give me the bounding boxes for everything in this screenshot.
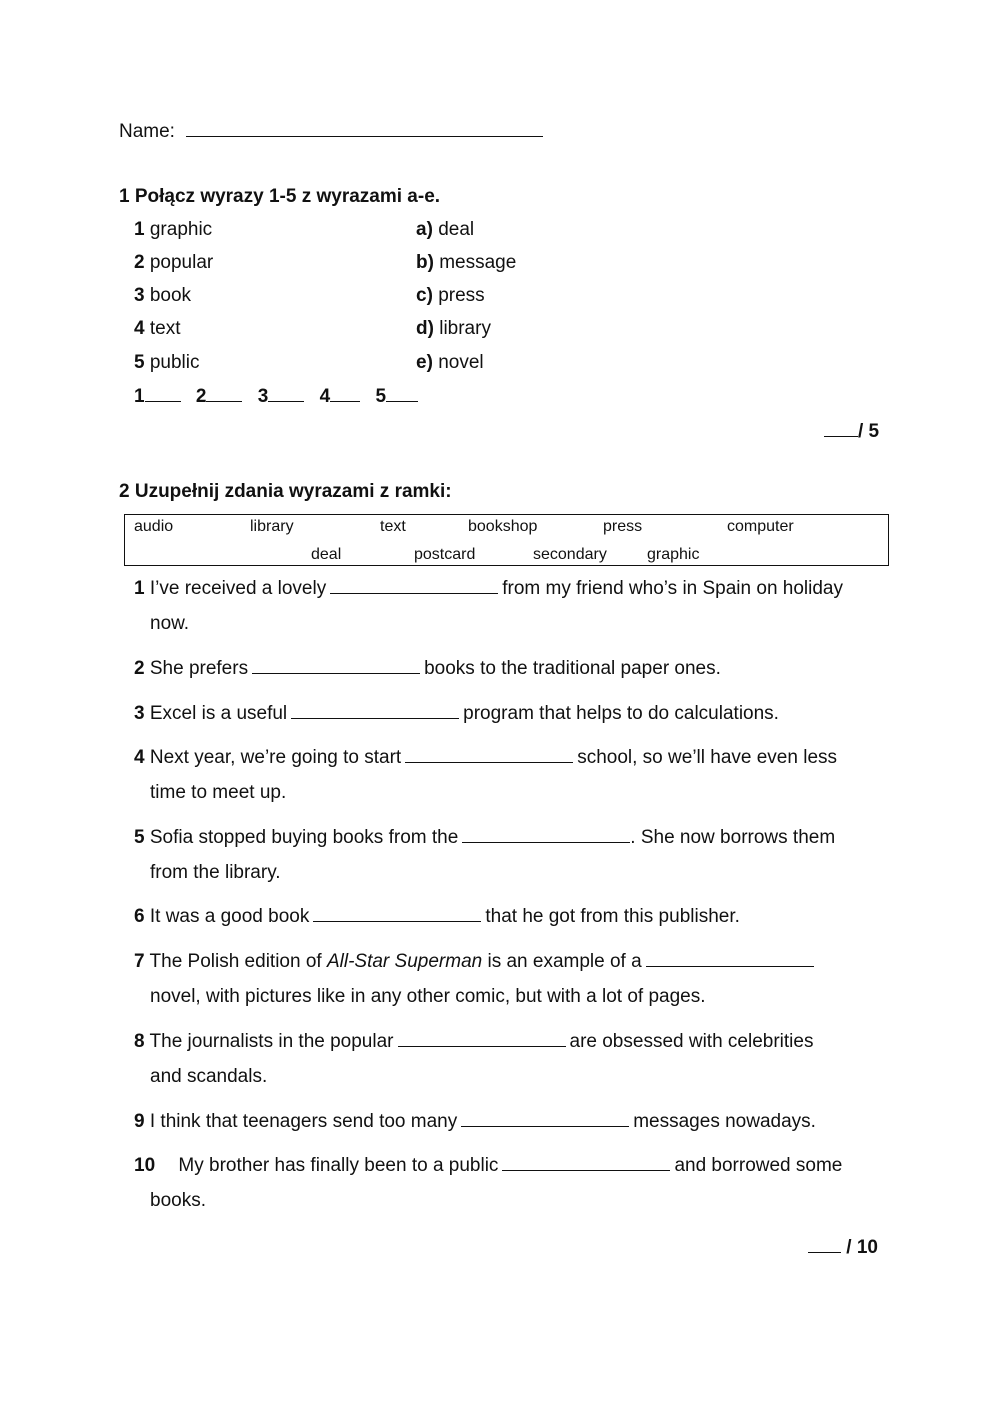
sentence-text: It was a good book: [149, 906, 310, 927]
ex1-right-item: [416, 285, 485, 307]
sentence-text: is an example of a: [487, 951, 642, 972]
item-number: 4: [134, 318, 145, 339]
box-word: audio: [134, 518, 174, 535]
sentence-number: 6: [134, 906, 145, 927]
name-input-line[interactable]: [186, 118, 543, 137]
box-word: deal: [311, 546, 342, 563]
answer-number: 1: [134, 386, 145, 407]
name-label: Name:: [119, 121, 175, 142]
item-word: text: [149, 318, 181, 339]
ex1-right-item: [416, 219, 474, 241]
sentence-text: I think that teenagers send too many: [149, 1111, 458, 1132]
item-word: library: [439, 318, 491, 339]
sentence-text: Sofia stopped buying books from the: [149, 827, 459, 848]
sentence-item: [134, 571, 894, 641]
ex1-score: [824, 420, 879, 443]
item-letter: d): [416, 318, 434, 339]
answer-blank[interactable]: [386, 385, 418, 402]
sentence-italic-title: All-Star Superman: [326, 951, 483, 972]
sentence-blank[interactable]: [646, 950, 814, 967]
sentence-number: 7: [134, 951, 145, 972]
sentence-number: 8: [134, 1031, 145, 1052]
box-word: text: [380, 518, 406, 535]
score-blank[interactable]: [808, 1236, 841, 1253]
item-word: press: [438, 285, 485, 306]
sentence-blank[interactable]: [502, 1154, 670, 1171]
item-word: graphic: [149, 219, 213, 240]
sentence-number: 2: [134, 658, 145, 679]
exercise-2-title: 2 Uzupełnij zdania wyrazami z ramki:: [119, 481, 452, 502]
sentence-item: [134, 651, 894, 686]
sentence-continuation: time to meet up.: [150, 782, 287, 803]
box-word: secondary: [533, 546, 607, 563]
item-number: 3: [134, 285, 145, 306]
ex1-left-item: [134, 252, 213, 274]
item-word: deal: [438, 219, 475, 240]
sentence-text: She prefers: [149, 658, 249, 679]
box-word: press: [603, 518, 643, 535]
sentence-text: program that helps to do calculations.: [463, 703, 779, 724]
answer-number: 5: [375, 386, 387, 407]
ex1-left-item: [134, 318, 180, 340]
sentence-text: that he got from this publisher.: [485, 906, 740, 927]
answer-blank[interactable]: [206, 385, 242, 402]
ex1-right-item: [416, 352, 484, 374]
item-word: public: [149, 352, 200, 373]
sentence-text: are obsessed with celebrities: [569, 1031, 814, 1052]
score-blank[interactable]: [824, 420, 858, 437]
score-total: / 5: [858, 421, 880, 442]
answer-number: 2: [195, 386, 207, 407]
sentence-text: school, so we’ll have even less: [577, 747, 838, 768]
ex1-right-item: [416, 252, 516, 274]
sentence-item: [134, 1024, 894, 1094]
sentence-blank[interactable]: [291, 702, 459, 719]
item-letter: a): [416, 219, 433, 240]
sentence-text: Next year, we’re going to start: [149, 747, 402, 768]
ex2-score: [808, 1236, 878, 1259]
sentence-text: and borrowed some: [674, 1155, 843, 1176]
sentence-continuation: and scandals.: [150, 1066, 268, 1087]
answer-number: 4: [319, 386, 331, 407]
answer-number: 3: [257, 386, 269, 407]
sentence-text: Excel is a useful: [149, 703, 288, 724]
sentence-text: My brother has finally been to a public: [178, 1155, 499, 1176]
sentence-item: [134, 740, 894, 810]
ex1-left-item: [134, 285, 191, 307]
item-number: 2: [134, 252, 145, 273]
sentence-text: from my friend who’s in Spain on holiday: [502, 578, 844, 599]
sentence-number: 3: [134, 703, 145, 724]
item-word: popular: [149, 252, 214, 273]
sentence-number: 10: [134, 1155, 156, 1176]
name-row: [119, 118, 543, 143]
item-number: 1: [134, 219, 145, 240]
sentence-text: The Polish edition of: [149, 951, 322, 972]
sentence-blank[interactable]: [252, 657, 420, 674]
sentence-number: 1: [134, 578, 145, 599]
sentence-number: 5: [134, 827, 145, 848]
answer-blank[interactable]: [268, 385, 304, 402]
sentence-continuation: novel, with pictures like in any other comic, but with a lot of pages.: [150, 986, 706, 1007]
item-letter: e): [416, 352, 433, 373]
sentence-item: [134, 944, 894, 1014]
sentence-item: [134, 696, 894, 731]
sentence-text: books to the traditional paper ones.: [424, 658, 721, 679]
item-letter: b): [416, 252, 434, 273]
sentence-item: [134, 899, 894, 934]
ex1-answer-row: [134, 385, 418, 408]
ex1-right-item: [416, 318, 491, 340]
ex1-left-item: [134, 219, 212, 241]
box-word: library: [250, 518, 294, 535]
sentence-blank[interactable]: [330, 577, 498, 594]
sentence-number: 9: [134, 1111, 145, 1132]
sentence-blank[interactable]: [462, 826, 630, 843]
ex1-left-item: [134, 352, 200, 374]
score-total: / 10: [846, 1237, 878, 1258]
sentence-text: messages nowadays.: [633, 1111, 816, 1132]
sentence-continuation: books.: [150, 1190, 206, 1211]
exercise-1-title: 1 Połącz wyrazy 1-5 z wyrazami a-e.: [119, 186, 441, 207]
sentence-item: [134, 1148, 894, 1218]
box-word: postcard: [414, 546, 476, 563]
sentence-text: I’ve received a lovely: [149, 578, 327, 599]
sentence-blank[interactable]: [313, 905, 481, 922]
answer-blank[interactable]: [145, 385, 181, 402]
sentence-continuation: from the library.: [150, 862, 281, 883]
sentence-blank[interactable]: [461, 1110, 629, 1127]
sentence-text: The journalists in the popular: [149, 1031, 394, 1052]
item-number: 5: [134, 352, 145, 373]
sentence-blank[interactable]: [405, 746, 573, 763]
sentence-continuation: now.: [150, 613, 190, 634]
sentence-item: [134, 1104, 894, 1139]
word-box: [124, 514, 889, 566]
sentence-number: 4: [134, 747, 145, 768]
item-word: novel: [438, 352, 484, 373]
box-word: computer: [727, 518, 794, 535]
answer-blank[interactable]: [330, 385, 360, 402]
item-letter: c): [416, 285, 433, 306]
sentence-blank[interactable]: [398, 1030, 566, 1047]
item-word: book: [149, 285, 192, 306]
item-word: message: [439, 252, 517, 273]
sentence-text: . She now borrows them: [630, 827, 836, 848]
sentence-item: [134, 820, 894, 890]
box-word: graphic: [647, 546, 700, 563]
box-word: bookshop: [468, 518, 538, 535]
